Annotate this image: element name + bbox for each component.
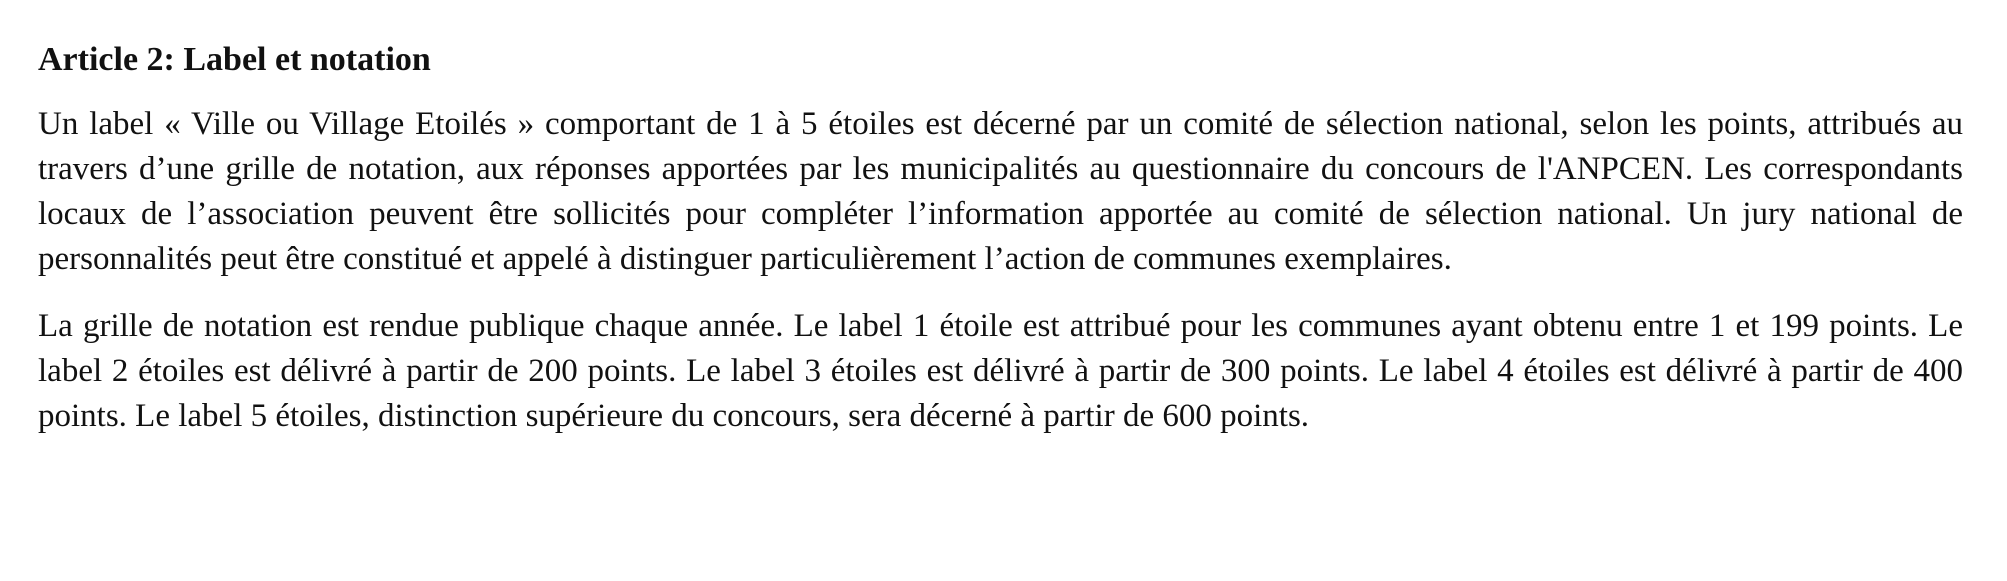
paragraph-notation-grid: La grille de notation est rendue publique chaque année. Le label 1 étoile est attribué pour les communes ayant obtenu entre 1 et 199 points. Le label 2 étoiles est délivré à partir de 200 points. Le label 3 étoiles est délivré à partir de 300 points. Le label 4 étoiles est délivré à partir de 400 points. Le label 5 étoiles, distinction supérieure du concours, sera décerné à partir de 600 points. bbox=[38, 308, 1963, 434]
article-heading: Article 2: Label et notation bbox=[38, 41, 431, 78]
paragraph-label-description: Un label « Ville ou Village Etoilés » comportant de 1 à 5 étoiles est décerné par un comité de sélection national, selon les points, attribués au travers d’une grille de notation, aux réponses apportées par les municipalités au questionnaire du concours de l'ANPCEN. Les correspondants locaux de l’association peuvent être sollicités pour compléter l’information apportée au comité de sélection national. Un jury national de personnalités peut être constitué et appelé à distinguer particulièrement l’action de communes exemplaires. bbox=[38, 106, 1963, 277]
document-page bbox=[38, 40, 1963, 461]
